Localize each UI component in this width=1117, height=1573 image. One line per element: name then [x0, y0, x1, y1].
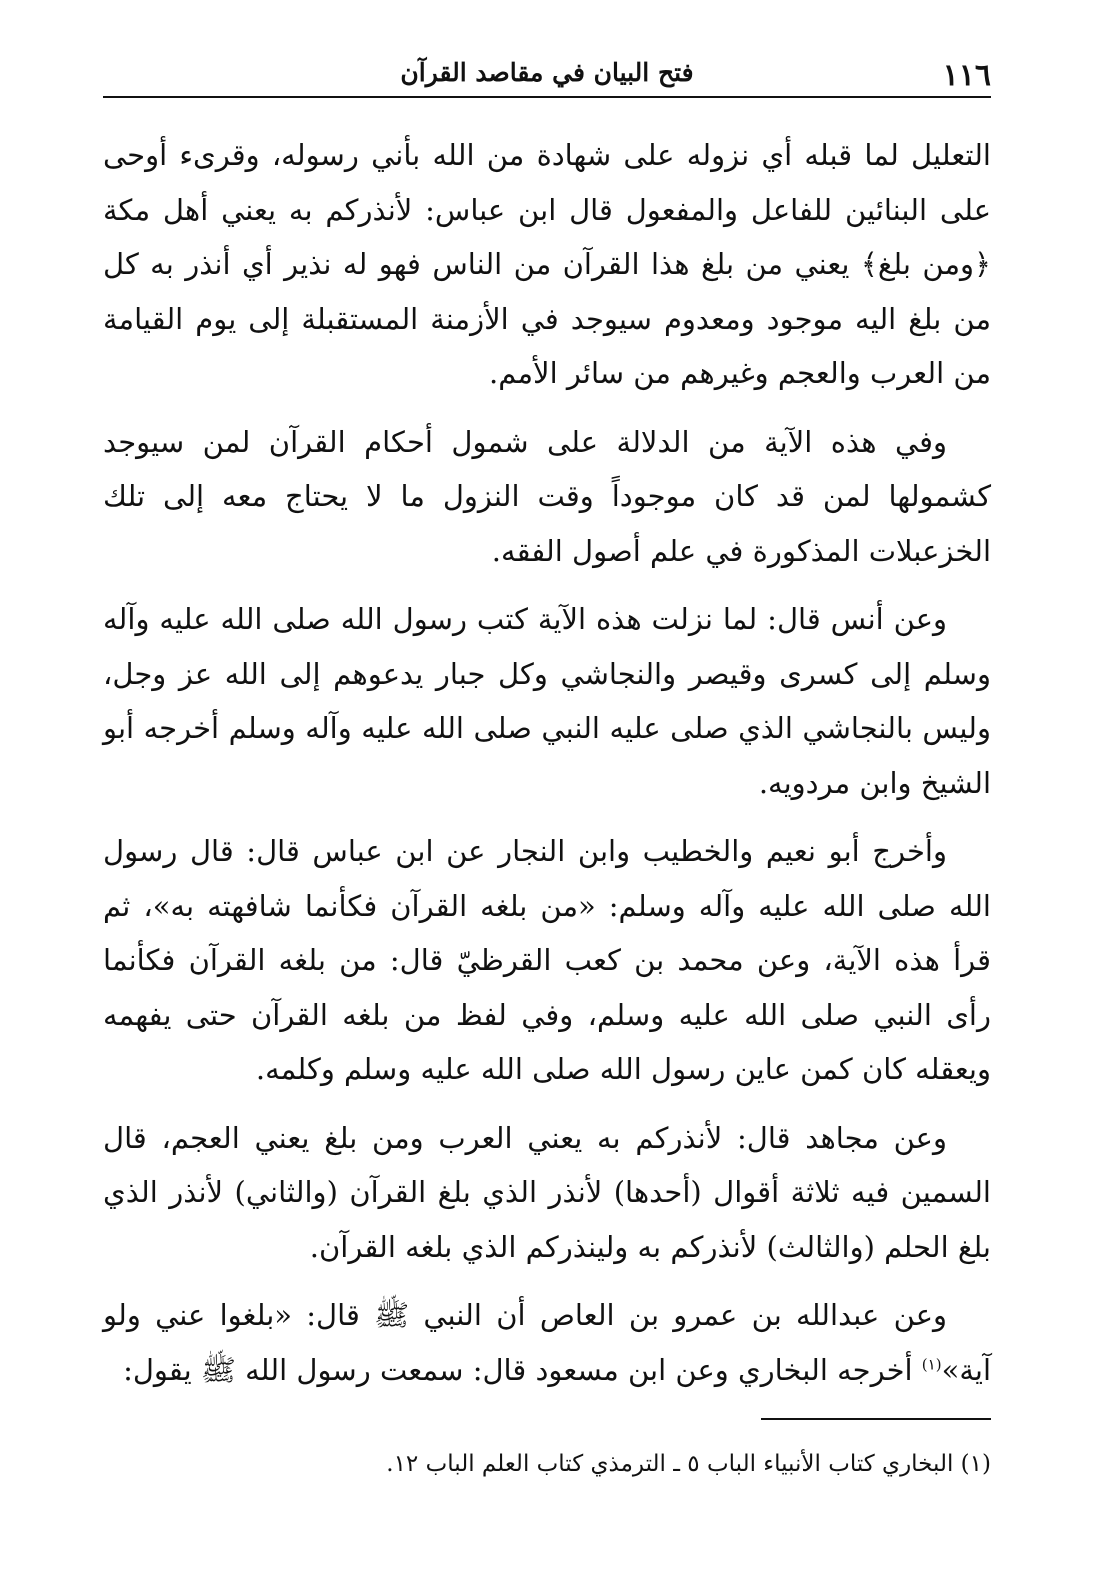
paragraph-1: التعليل لما قبله أي نزوله على شهادة من الله بأني رسوله، وقرىء أوحى على البنائين للفاعل والمفعول قال ابن عباس: لأنذركم به يعني أهل مكة ﴿ومن بلغ﴾ يعني من بلغ هذا القرآن من الناس فهو له نذير أي أنذر به كل من بلغ اليه موجود ومعدوم سيوجد في الأزمنة المستقبلة إلى يوم القيامة من العرب والعجم وغيرهم من سائر الأمم. [103, 138, 991, 390]
paragraph-4: وأخرج أبو نعيم والخطيب وابن النجار عن ابن عباس قال: قال رسول الله صلى الله عليه وآله وسلم: «من بلغه القرآن فكأنما شافهته به»، ثم قرأ هذه الآية، وعن محمد بن كعب القرظيّ قال: من بلغه القرآن فكأنما رأى النبي صلى الله عليه وسلم، وفي لفظ من بلغه القرآن حتى يفهمه ويعقله كان كمن عاين رسول الله صلى الله عليه وسلم وكلمه. [103, 834, 991, 1086]
footnote-reference[interactable]: (١) [921, 1354, 942, 1373]
footnote-divider [761, 1418, 991, 1420]
paragraph-2: وفي هذه الآية من الدلالة على شمول أحكام القرآن لمن سيوجد كشمولها لمن قد كان موجوداً وقت النزول ما لا يحتاج معه إلى تلك الخزعبلات المذكورة في علم أصول الفقه. [103, 424, 991, 568]
paragraph-6-start: وعن عبدالله بن عمرو بن العاص أن النبي ﷺ قال: «بلغوا عني ولو آية» [103, 1298, 991, 1387]
page-number: ١١٦ [942, 58, 991, 93]
page-body [103, 128, 991, 1411]
paragraph-6 [103, 1288, 991, 1397]
page-header [103, 52, 991, 98]
paragraph-6-end: أخرجه البخاري وعن ابن مسعود قال: سمعت رسول الله ﷺ يقول: [123, 1352, 922, 1387]
paragraph-5: وعن مجاهد قال: لأنذركم به يعني العرب ومن بلغ يعني العجم، قال السمين فيه ثلاثة أقوال (أحدها) لأنذر الذي بلغ القرآن (والثاني) لأنذر الذي بلغ الحلم (والثالث) لأنذركم به ولينذركم الذي بلغه القرآن. [103, 1120, 991, 1264]
paragraph-3: وعن أنس قال: لما نزلت هذه الآية كتب رسول الله صلى الله عليه وآله وسلم إلى كسرى وقيصر والنجاشي وكل جبار يدعوهم إلى الله عز وجل، وليس بالنجاشي الذي صلى عليه النبي صلى الله عليه وآله وسلم أخرجه أبو الشيخ وابن مردويه. [103, 602, 991, 800]
footnote: (١) البخاري كتاب الأنبياء الباب ٥ ـ الترمذي كتاب العلم الباب ١٢. [386, 1451, 991, 1477]
running-title: فتح البيان في مقاصد القرآن [400, 58, 694, 87]
